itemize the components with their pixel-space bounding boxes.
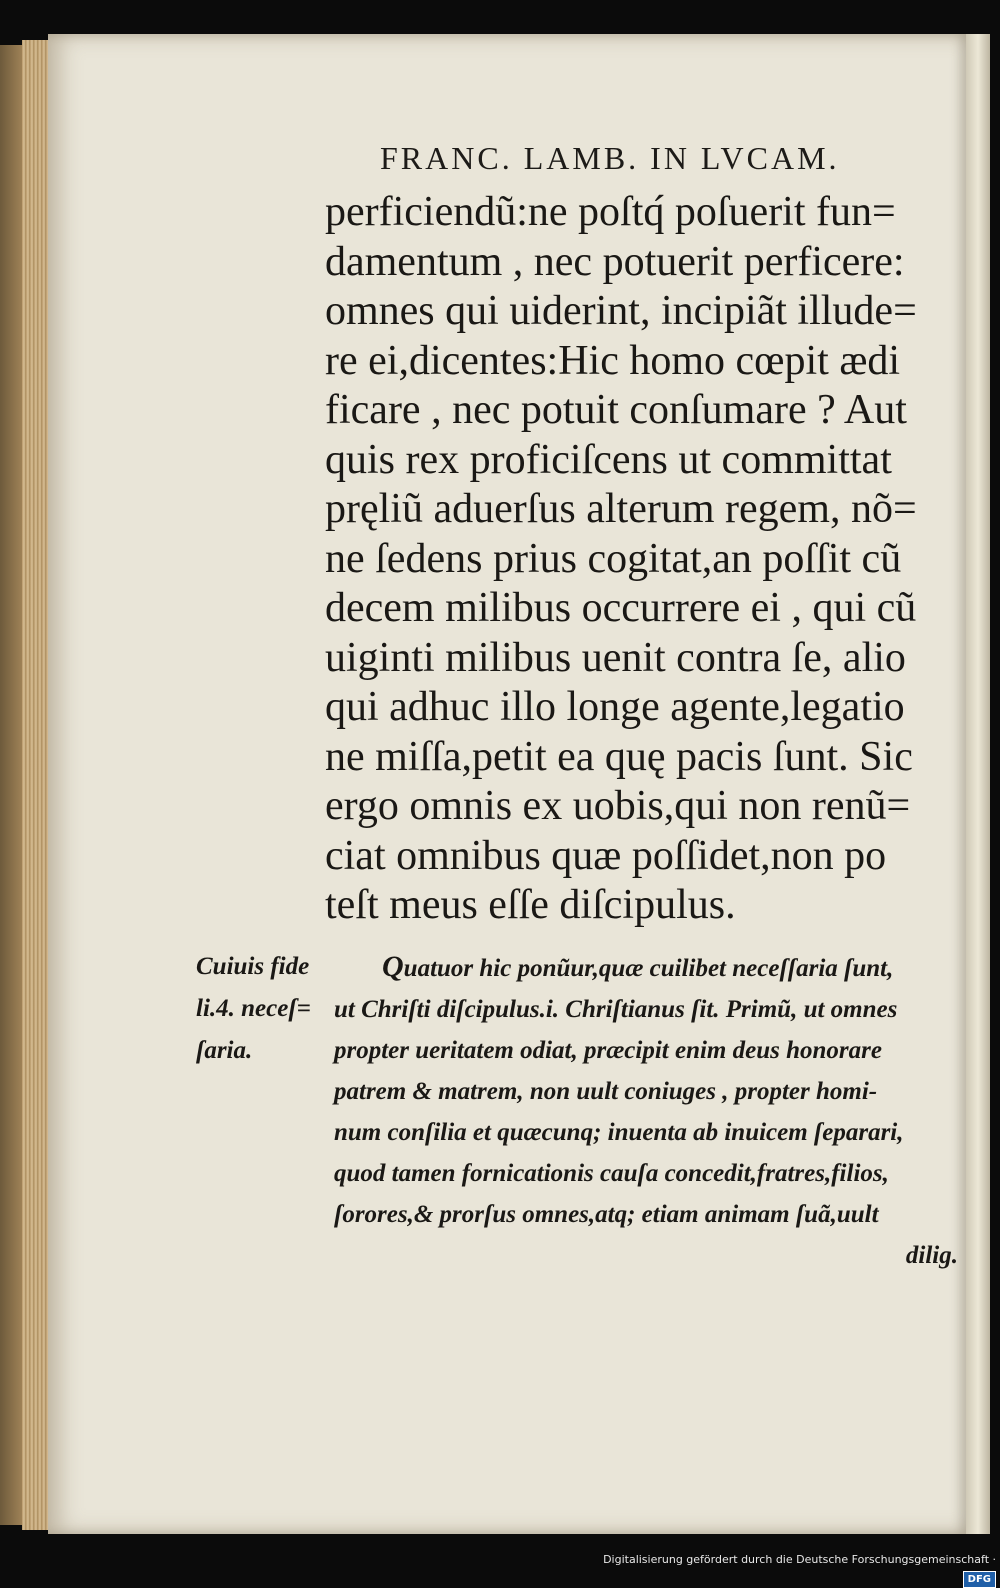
digitization-credit-bar [600,1550,1000,1585]
commentary-first-line [334,946,966,989]
catchword: dilig. [905,1242,958,1269]
commentary-initial: Q [382,950,404,983]
main-text-block [325,188,965,931]
digitization-credit: Digitalisierung gefördert durch die Deutsche Forschungsgemeinschaft · [603,1553,996,1566]
dfg-logo: DFG [963,1571,996,1588]
commentary-block [334,946,966,1276]
main-text-line: perficiendũ:ne poſtq́ poſuerit fun= [325,189,896,235]
page-right-edge [966,34,990,1534]
commentary-line: quod tamen fornicationis cauſa concedit,fratres,filios, [334,1160,889,1187]
main-text-line: ne miſſa,petit ea quę pacis ſunt. Sic [325,733,913,780]
commentary-line: ut Chriſti diſcipulus.i. Chriſtianus ſit. Primũ, ut omnes [334,996,898,1023]
main-text-line: omnes qui uiderint, incipiãt illude= [325,288,917,334]
marginal-note-line: ſaria. [196,1037,253,1064]
main-text-line: quis rex proficiſcens ut committat [325,436,892,483]
main-text-line: pręliũ aduerſus alterum regem, nõ= [325,486,917,532]
main-text-line: ne ſedens prius cogitat,an poſſit cũ [325,535,902,582]
main-text-line: damentum , nec potuerit perficere: [325,238,905,285]
running-head: FRANC. LAMB. IN LVCAM. [380,140,840,176]
main-text-line: uiginti milibus uenit contra ſe, alio [325,634,906,681]
marginal-note-line: li.4. neceſ= [196,995,311,1022]
commentary-line: patrem & matrem, non uult coniuges , propter homi- [334,1078,878,1105]
main-text-line: teſt meus eſſe diſcipulus. [325,882,736,928]
page-stack-edge [22,40,48,1530]
marginal-note [196,946,326,1072]
main-text-line: ergo omnis ex uobis,qui non renũ= [325,783,911,829]
commentary-line: propter ueritatem odiat, præcipit enim deus honorare [334,1037,882,1064]
main-text-line: qui adhuc illo longe agente,legatio [325,684,905,730]
main-text-line: ficare , nec potuit conſumare ? Aut [325,387,907,433]
main-text-line: ciat omnibus quæ poſſidet,non po [325,832,887,879]
commentary-line: uatuor hic ponũur,quæ cuilibet neceſſaria ſunt, [403,955,894,982]
commentary-line: num conſilia et quæcunq; inuenta ab inuicem ſeparari, [334,1119,904,1146]
main-text-line: decem milibus occurrere ei , qui cũ [325,585,917,631]
main-text-line: re ei,dicentes:Hic homo cœpit ædi [325,337,901,384]
marginal-note-line: Cuiuis fide [196,953,310,980]
commentary-line: ſorores,& prorſus omnes,atq; etiam animam ſuã,uult [334,1201,879,1228]
